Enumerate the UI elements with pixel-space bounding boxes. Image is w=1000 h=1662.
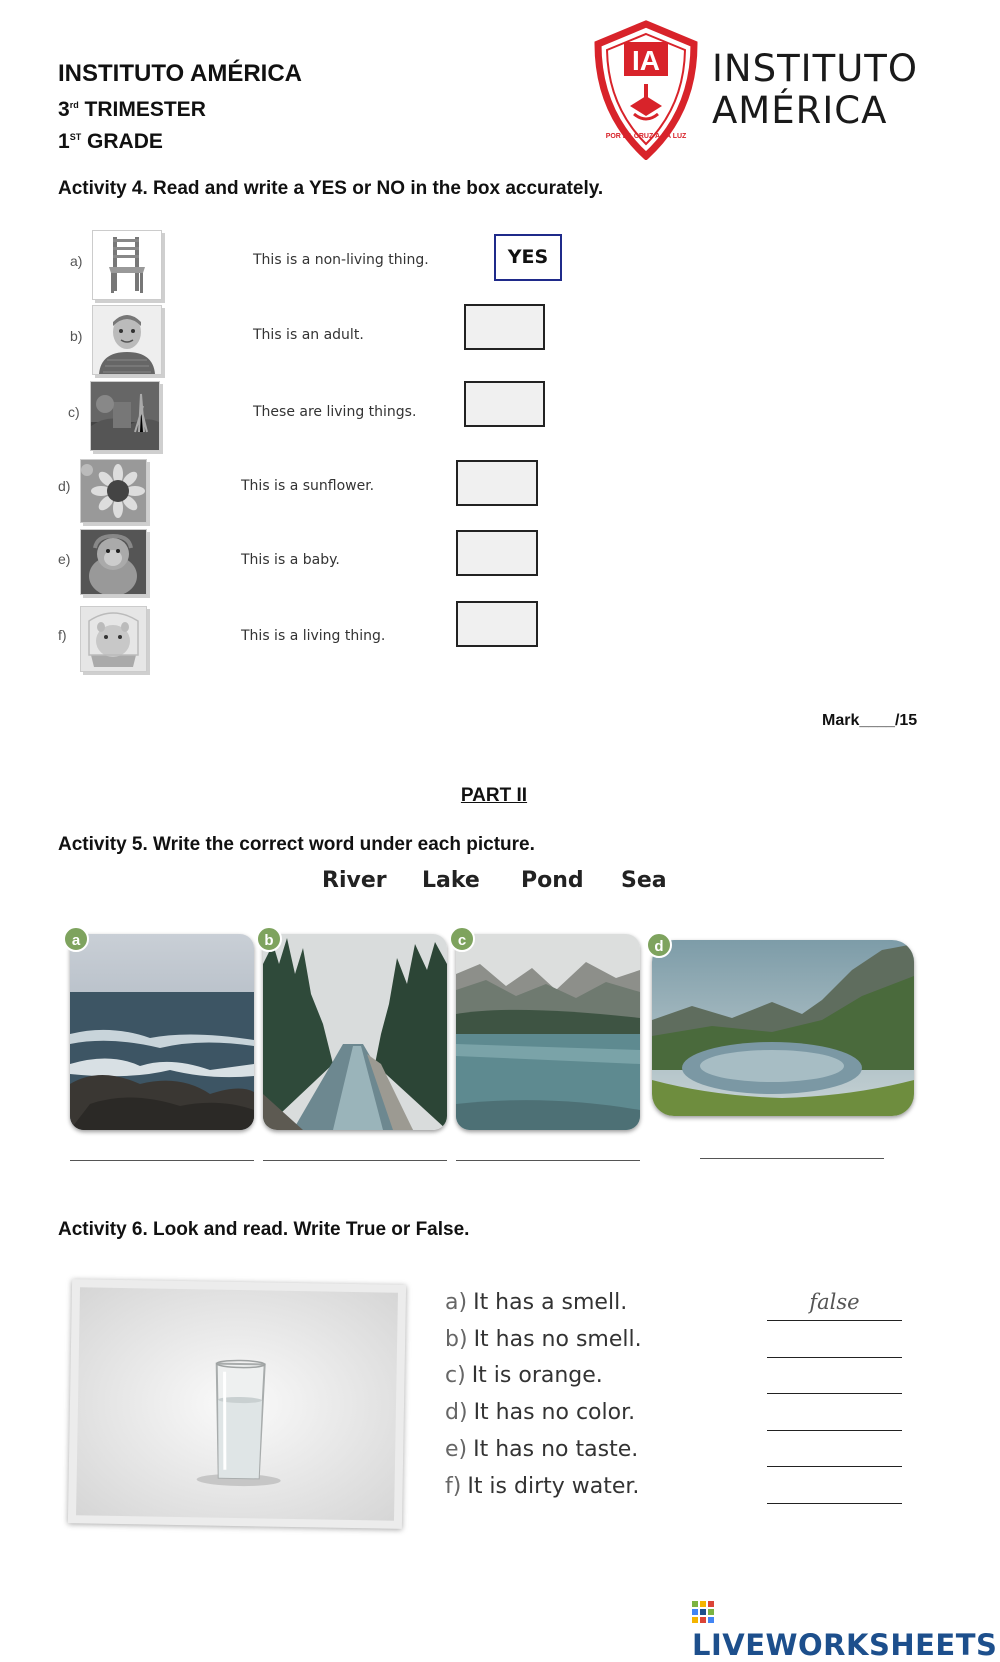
answer-line-statement-b[interactable] xyxy=(767,1357,902,1358)
logo-motto: POR LA CRUZ A LA LUZ xyxy=(605,133,687,140)
word-bank-lake: Lake xyxy=(422,868,480,893)
row-b-letter: b) xyxy=(70,328,83,344)
liveworksheets-logo-icon xyxy=(692,1596,714,1618)
part2-title: PART II xyxy=(460,785,528,806)
sea-photo xyxy=(70,934,254,1130)
answer-line-a[interactable] xyxy=(70,1160,254,1161)
badge-c: c xyxy=(449,926,475,952)
row-d-answer-box[interactable] xyxy=(456,460,538,506)
row-f-text: This is a living thing. xyxy=(241,628,386,644)
word-bank-pond: Pond xyxy=(521,868,584,893)
logo-line1: INSTITUTO xyxy=(712,47,918,90)
school-name: INSTITUTO AMÉRICA xyxy=(58,60,302,87)
row-a-text: This is a non-living thing. xyxy=(253,252,429,268)
row-c-letter: c) xyxy=(68,404,80,420)
row-b-text: This is an adult. xyxy=(253,327,364,343)
statement-e: e) It has no taste. xyxy=(445,1437,639,1462)
mark-score: Mark____/15 xyxy=(822,712,918,729)
hamster-picture xyxy=(80,606,147,672)
pond-photo xyxy=(652,940,914,1116)
activity6-title: Activity 6. Look and read. Write True or False. xyxy=(58,1219,470,1240)
logo-line2: AMÉRICA xyxy=(712,89,888,132)
row-a-answer-box[interactable]: YES xyxy=(494,234,562,281)
school-logo-shield xyxy=(590,20,702,160)
statement-c: c) It is orange. xyxy=(445,1363,603,1388)
activity4-title: Activity 4. Read and write a YES or NO in the box accurately. xyxy=(58,178,604,199)
row-e-letter: e) xyxy=(58,551,71,567)
answer-line-c[interactable] xyxy=(456,1160,640,1161)
river-photo xyxy=(263,934,447,1130)
logo-initials: IA xyxy=(632,45,660,76)
badge-a: a xyxy=(63,926,89,952)
row-c-text: These are living things. xyxy=(253,404,417,420)
grade-label: 1ST GRADE xyxy=(58,130,163,153)
badge-d: d xyxy=(646,932,672,958)
answer-line-statement-e[interactable] xyxy=(767,1466,902,1467)
activity5-title: Activity 5. Write the correct word under each picture. xyxy=(58,834,535,855)
statement-a: a) It has a smell. xyxy=(445,1290,628,1315)
row-e-answer-box[interactable] xyxy=(456,530,538,576)
badge-b: b xyxy=(256,926,282,952)
boy-picture xyxy=(92,305,162,375)
row-c-answer-box[interactable] xyxy=(464,381,545,427)
word-bank-sea: Sea xyxy=(621,868,667,893)
logo-wordmark xyxy=(712,48,918,132)
answer-line-statement-d[interactable] xyxy=(767,1430,902,1431)
statement-b: b) It has no smell. xyxy=(445,1327,642,1352)
trimester-label: 3rd TRIMESTER xyxy=(58,98,206,121)
answer-line-statement-a[interactable] xyxy=(767,1320,902,1321)
answer-line-statement-f[interactable] xyxy=(767,1503,902,1504)
row-b-answer-box[interactable] xyxy=(464,304,545,350)
row-d-letter: d) xyxy=(58,478,71,494)
liveworksheets-brand xyxy=(692,1594,1000,1662)
statement-d: d) It has no color. xyxy=(445,1400,636,1425)
answer-line-d[interactable] xyxy=(700,1158,884,1159)
row-e-text: This is a baby. xyxy=(241,552,340,568)
row-d-text: This is a sunflower. xyxy=(241,478,375,494)
liveworksheets-text: LIVEWORKSHEETS xyxy=(692,1628,998,1662)
lake-photo xyxy=(456,934,640,1130)
chair-picture xyxy=(92,230,162,300)
glass-of-water-photo xyxy=(68,1279,406,1529)
answer-line-b[interactable] xyxy=(263,1160,447,1161)
answer-line-statement-c[interactable] xyxy=(767,1393,902,1394)
row-f-letter: f) xyxy=(58,627,67,643)
sunflower-picture xyxy=(80,459,147,523)
word-bank-river: River xyxy=(322,868,387,893)
answer-a-text[interactable]: false xyxy=(809,1290,860,1314)
plants-picture xyxy=(90,381,160,451)
row-f-answer-box[interactable] xyxy=(456,601,538,647)
row-a-letter: a) xyxy=(70,253,83,269)
monkey-picture xyxy=(80,529,147,595)
statement-f: f) It is dirty water. xyxy=(445,1474,640,1499)
